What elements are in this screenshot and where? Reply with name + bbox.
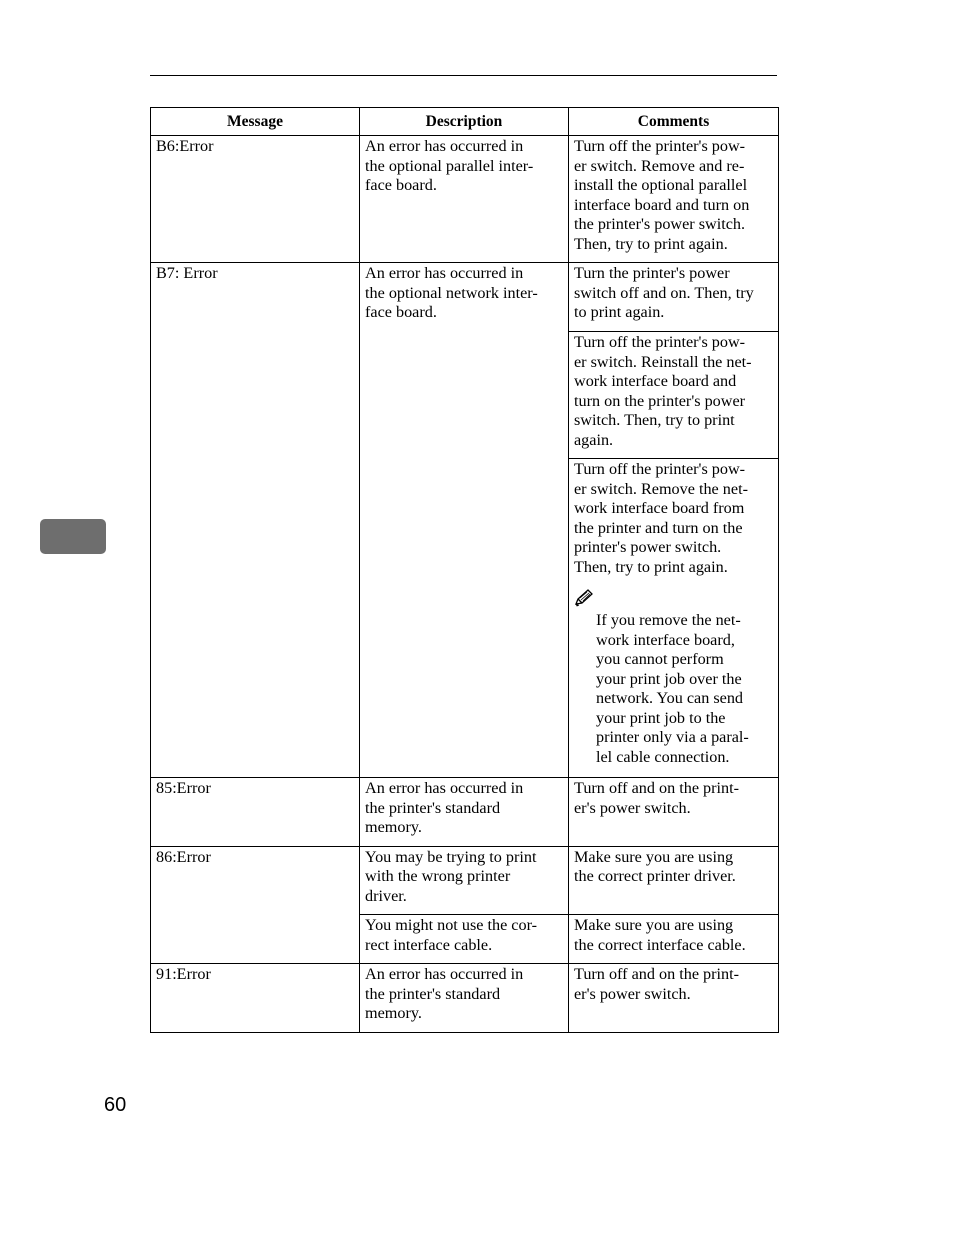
page-number: 60: [104, 1094, 127, 1116]
header-message: Message: [151, 108, 360, 136]
comments-cell: Make sure you are using the correct interface cable.: [569, 915, 779, 964]
table-row: [151, 778, 779, 847]
description-cell: An error has occurred in the printer's standard memory.: [360, 964, 569, 1033]
message-cell: B6:Error: [151, 136, 360, 263]
comments-cell: Turn off the printer's pow- er switch. Remove and re- install the optional parallel interface board and turn on the printer's power switch. Then, try to print again.: [569, 136, 779, 263]
table-row: [151, 263, 779, 332]
message-cell: 86:Error: [151, 846, 360, 964]
comments-cell: Make sure you are using the correct printer driver.: [569, 846, 779, 915]
comment-text: Turn off the printer's pow- er switch. Remove the net- work interface board from the printer and turn on the printer's power switch. Then, try to print again.: [574, 460, 748, 576]
description-cell: An error has occurred in the printer's standard memory.: [360, 778, 569, 847]
description-cell: You may be trying to print with the wrong printer driver.: [360, 846, 569, 915]
comments-cell: Turn off and on the print- er's power switch.: [569, 778, 779, 847]
chapter-tab: [40, 519, 106, 554]
comments-cell: Turn off and on the print- er's power switch.: [569, 964, 779, 1033]
table-header-row: [151, 108, 779, 136]
description-cell: An error has occurred in the optional parallel inter- face board.: [360, 136, 569, 263]
table-row: [151, 136, 779, 263]
note-block: [574, 589, 774, 767]
description-cell: You might not use the cor- rect interface cable.: [360, 915, 569, 964]
table-row: [151, 846, 779, 915]
comments-cell: Turn the printer's power switch off and on. Then, try to print again.: [569, 263, 779, 332]
message-cell: 91:Error: [151, 964, 360, 1033]
message-cell: B7: Error: [151, 263, 360, 778]
header-comments: Comments: [569, 108, 779, 136]
table-row: [151, 964, 779, 1033]
comments-cell: [569, 459, 779, 778]
error-message-table: [150, 107, 779, 1033]
header-description: Description: [360, 108, 569, 136]
note-text: If you remove the net- work interface board, you cannot perform your print job over the network. You can send your print job to the printer only via a paral- lel cable connection.: [596, 611, 749, 766]
description-cell: An error has occurred in the optional network inter- face board.: [360, 263, 569, 778]
note-pencil-icon: [574, 589, 594, 607]
message-cell: 85:Error: [151, 778, 360, 847]
comments-cell: Turn off the printer's pow- er switch. Reinstall the net- work interface board and turn on the printer's power switch. Then, try to print again.: [569, 332, 779, 459]
header-rule: [150, 75, 777, 76]
